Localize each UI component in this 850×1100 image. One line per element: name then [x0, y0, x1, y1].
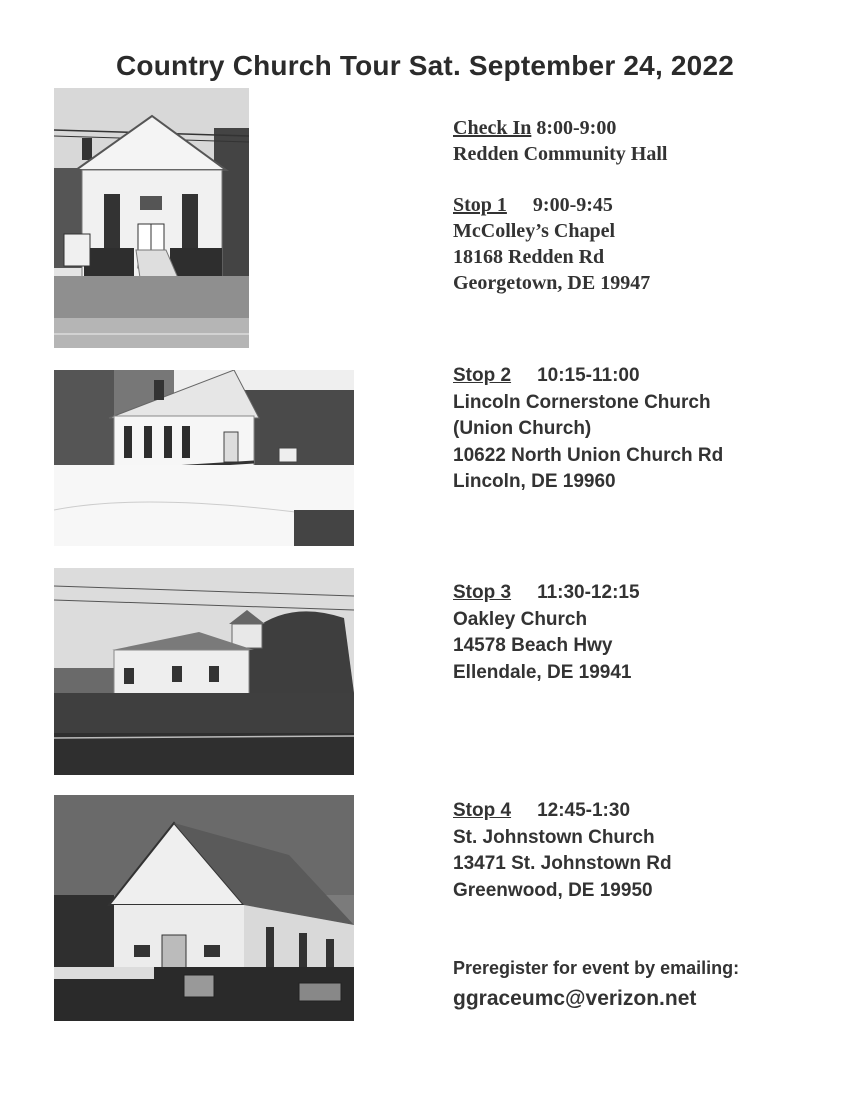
mccolleys-chapel-photo	[54, 88, 249, 348]
stop-2-alt-name: (Union Church)	[453, 418, 592, 439]
stop-1-street: 18168 Redden Rd	[453, 246, 605, 268]
stop-4-street: 13471 St. Johnstown Rd	[453, 853, 672, 874]
stop-2-block	[453, 363, 723, 496]
checkin-block	[453, 115, 667, 167]
stop-2-street: 10622 North Union Church Rd	[453, 444, 724, 466]
stop-3-name: Oakley Church	[453, 608, 588, 630]
stop-4-label: Stop 4	[453, 800, 512, 821]
st-johnstown-church-photo	[54, 795, 354, 1021]
stop-1-block	[453, 192, 650, 296]
stop-3-street: 14578 Beach Hwy	[453, 635, 613, 656]
checkin-label: Check In	[453, 117, 532, 139]
stop-2-label: Stop 2	[453, 365, 512, 386]
stop-4-time: 12:45-1:30	[537, 800, 631, 821]
oakley-church-photo	[54, 568, 354, 775]
stop-1-city: Georgetown, DE 19947	[453, 272, 651, 294]
page-title: Country Church Tour Sat. September 24, 2022	[115, 50, 734, 81]
stop-2-name: Lincoln Cornerstone Church	[453, 391, 711, 413]
stop-3-block	[453, 580, 640, 686]
stop-1-time: 9:00-9:45	[532, 194, 613, 216]
stop-2-city: Lincoln, DE 19960	[453, 471, 616, 492]
stop-3-time: 11:30-12:15	[537, 582, 640, 603]
stop-4-name: St. Johnstown Church	[453, 826, 655, 848]
stop-4-block	[453, 798, 672, 904]
preregister-email[interactable]: ggraceumc@verizon.net	[453, 987, 697, 1010]
preregister-text: Preregister for event by emailing:	[453, 958, 740, 978]
checkin-place: Redden Community Hall	[453, 143, 668, 165]
stop-1-label: Stop 1	[453, 194, 507, 216]
stop-4-city: Greenwood, DE 19950	[453, 879, 653, 901]
stop-3-city: Ellendale, DE 19941	[453, 661, 632, 683]
stop-1-name: McColley’s Chapel	[453, 220, 616, 242]
stop-2-time: 10:15-11:00	[537, 365, 640, 386]
checkin-time: 8:00-9:00	[536, 117, 617, 139]
stop-3-label: Stop 3	[453, 582, 512, 603]
lincoln-cornerstone-church-photo	[54, 370, 354, 546]
